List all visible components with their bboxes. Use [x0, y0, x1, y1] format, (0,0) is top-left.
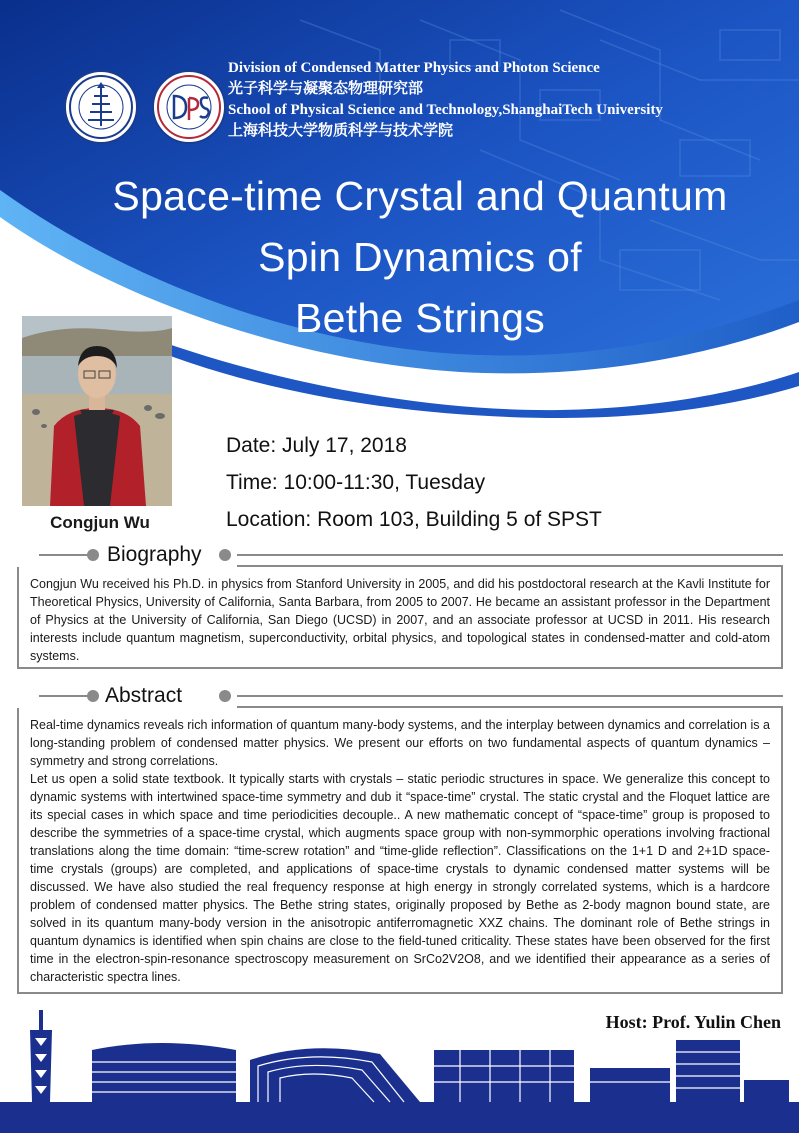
dps-emblem-icon [156, 74, 222, 140]
biography-heading: Biography [107, 543, 202, 566]
building-icon [92, 1043, 236, 1102]
speaker-name: Congjun Wu [50, 513, 150, 532]
title-line-2: Spin Dynamics of [258, 234, 582, 280]
abstract-paragraph-2: Let us open a solid state textbook. It typically starts with crystals – static periodic structures in space. We generalize this concept to dynamic systems with intertwined space-time symmetry and dub it “space-time” crystal. The static crystal and the Floquet lattice are its special cases in which space and time periodicities decouple.. A new mathematic concept of “space-time” group is proposed to describe the symmetries of a space-time crystal, which augments space group with non-symmorphic operations involving fractional translations along the time domain: “time-screw rotation” and “time-glide reflection”. Classifications on the 1+1 D and 2+1D space-time crystals (groups) are completed, and applications of space-time crystals to dynamic condensed matter systems will be discussed. We have also studied the real frequency response at high energy in strongly correlated systems, which is a hardcore problem of condensed matter physics. The Bethe string states, originally proposed by Bethe as 2-body magnon bound state, are solved in its quantum many-body version in the anisotropic antiferromagnetic XXZ chains. The dominant role of Bethe strings in quantum dynamics is identified when spin chains are close to the field-tuned criticality. These states have been observed for the first time in the electron-spin-resonance spectroscopy measurement on SrCo2V2O8, and we identified their appearance as a series of characteristic spectra lines. [30, 772, 770, 984]
abstract-heading: Abstract [105, 684, 183, 707]
event-location: Location: Room 103, Building 5 of SPST [226, 508, 602, 531]
organization-block [228, 58, 663, 142]
tower-building-icon [590, 1040, 789, 1102]
abstract-heading-rule-right [237, 695, 783, 697]
tower-icon [30, 1010, 52, 1102]
host-name: Host: Prof. Yulin Chen [605, 1012, 781, 1032]
logo-group [64, 70, 226, 144]
event-time: Time: 10:00-11:30, Tuesday [226, 471, 486, 494]
title-line-3: Bethe Strings [294, 295, 546, 341]
university-seal-icon [68, 74, 134, 140]
abstract-heading-bar [17, 684, 237, 708]
biography-heading-bar [17, 543, 237, 567]
abstract-paragraph-1: Real-time dynamics reveals rich information of quantum many-body systems, and the interplay between dynamics and correlation is a long-standing problem of condensed matter physics. We present our efforts on two fundamental aspects of quantum dynamics – symmetry and strong correlations. [30, 718, 770, 768]
speaker-portrait-image [22, 316, 172, 506]
org-name-cn-school: 上海科技大学物质科学与技术学院 [228, 123, 454, 139]
biography-box [17, 565, 783, 669]
org-name-en-division: Division of Condensed Matter Physics and Photon Science [228, 60, 600, 76]
org-name-en-school: School of Physical Science and Technology,ShanghaiTech University [228, 102, 663, 118]
lab-building-icon [434, 1050, 574, 1102]
abstract-box [17, 706, 783, 994]
dps-logo [152, 70, 226, 144]
event-date: Date: July 17, 2018 [226, 434, 407, 457]
title-line-1: Space-time Crystal and Quantum [112, 173, 728, 219]
biography-text: Congjun Wu received his Ph.D. in physics from Stanford University in 2005, and did his postdoctoral research at the Kavli Institute for Theoretical Physics, University of California, Santa Barbara, from 2005 to 2007. He became an assistant professor in the Department of Physics at the University of California, San Diego (UCSD) in 2007, and an associate professor at UCSD in 2011. His research interests include quantum magnetism, superconductivity, orbital physics, and topological states in condensed-matter and cold-atom systems. [30, 577, 770, 663]
biography-heading-dot [87, 549, 99, 561]
biography-heading-rule-right [237, 554, 783, 556]
abstract-heading-dot-right [219, 690, 231, 702]
shanghaitech-seal-logo [64, 70, 138, 144]
arched-building-icon [250, 1048, 420, 1102]
speaker-photo [22, 316, 172, 506]
org-name-cn-division: 光子科学与凝聚态物理研究部 [228, 81, 424, 97]
abstract-heading-dot [87, 690, 99, 702]
event-info [226, 427, 602, 538]
biography-heading-dot-right [219, 549, 231, 561]
